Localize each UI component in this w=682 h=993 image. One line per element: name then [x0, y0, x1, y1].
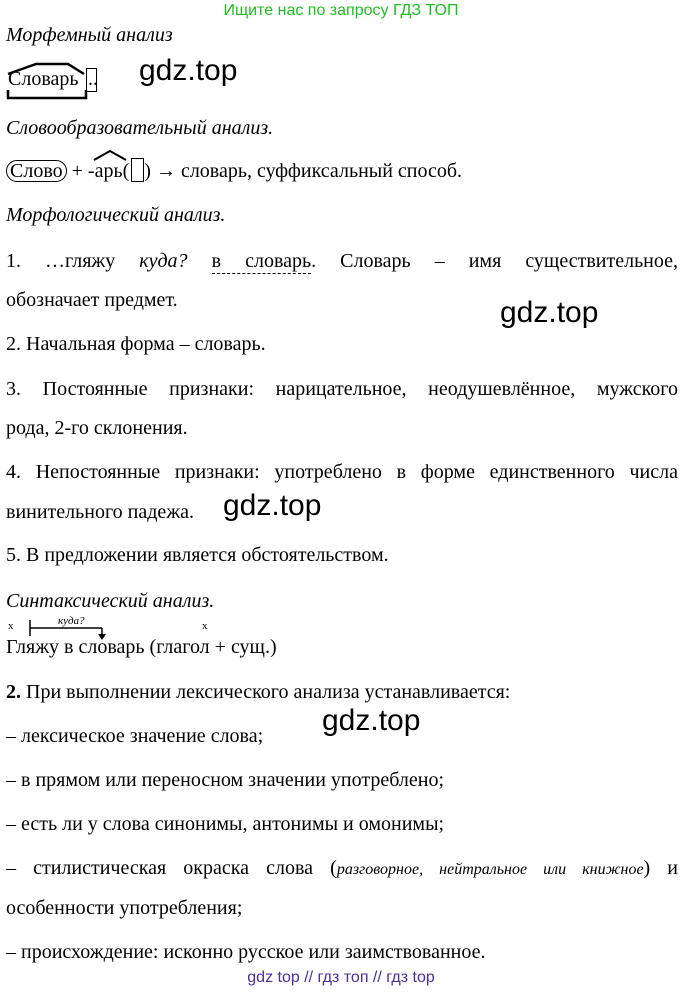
item1-rest: . Словарь – имя существительное, — [311, 250, 679, 272]
bottom-banner: gdz top // гдз топ // гдз top — [247, 969, 435, 986]
lexical-intro-text: При выполнении лексического анализа устанавливается: — [21, 681, 511, 703]
lexical-bullet-4-line1 — [6, 857, 678, 880]
watermark: gdz.top — [500, 296, 599, 329]
syntax-x-left: x — [8, 620, 14, 632]
morphological-title: Морфологический анализ. — [6, 204, 226, 226]
zero-ending-box — [131, 158, 144, 182]
lexical-bullet-1: – лексическое значение слова; — [6, 725, 264, 747]
lexical-num: 2. — [6, 681, 21, 703]
item1-line2: обозначает предмет. — [6, 289, 178, 311]
base-bracket — [8, 90, 86, 98]
word-formation-rest: → словарь, суффиксальный способ. — [150, 160, 463, 182]
top-banner: Ищите нас по запросу ГДЗ ТОП — [223, 2, 459, 19]
syntax-sentence: Гляжу в словарь (глагол + сущ.) — [6, 636, 277, 658]
paren-close: ) — [144, 160, 151, 182]
word-formation-title: Словообразовательный анализ. — [6, 117, 274, 139]
syntax-question: куда? — [58, 615, 85, 627]
item1-phrase: в словарь — [211, 250, 312, 272]
syntax-x-right: x — [202, 620, 208, 632]
item5: 5. В предложении является обстоятельством. — [6, 544, 389, 566]
watermark: gdz.top — [223, 489, 322, 522]
morph-word: Словарь — [8, 68, 79, 90]
watermark: gdz.top — [139, 54, 238, 87]
lexical-bullet-2: – в прямом или переносном значении употреблено; — [6, 769, 444, 791]
item4-line2: винительного падежа. — [6, 501, 195, 523]
lexical-bullet-4-line2: особенности употребления; — [6, 897, 243, 919]
suffix — [95, 160, 123, 182]
morph-dots: .. — [88, 68, 98, 90]
item1-line1 — [6, 250, 678, 273]
lexical-intro — [6, 681, 510, 704]
plus-sign: + - — [66, 160, 95, 182]
morph-title: Морфемный анализ — [6, 24, 173, 46]
watermark: gdz.top — [322, 704, 421, 737]
item1-question: куда? — [139, 250, 188, 272]
base-circle: Слово — [6, 160, 67, 182]
lexical-bullet-3: – есть ли у слова синонимы, антонимы и омонимы; — [6, 813, 445, 835]
item4-line1: 4. Непостоянные признаки: употреблено в форме единственного числа — [6, 461, 678, 483]
item2: 2. Начальная форма – словарь. — [6, 333, 266, 355]
word-formation-line — [6, 158, 462, 183]
suffix-caret-svg — [93, 149, 127, 161]
lexical-b4-start: – стилистическая окраска слова ( — [6, 857, 337, 879]
paren-open: ( — [122, 160, 130, 182]
item1-start: 1. …гляжу — [6, 250, 140, 272]
suffix-text: арь — [94, 160, 123, 182]
lexical-b4-end: ) и — [643, 857, 678, 879]
item3-line1: 3. Постоянные признаки: нарицательное, неодушевлённое, мужского — [6, 378, 678, 400]
lexical-bullet-5: – происхождение: исконно русское или заимствованное. — [6, 941, 486, 963]
syntax-title: Синтаксический анализ. — [6, 590, 215, 612]
lexical-b4-italic: разговорное, нейтральное или книжное — [336, 861, 644, 878]
item3-line2: рода, 2-го склонения. — [6, 417, 188, 439]
